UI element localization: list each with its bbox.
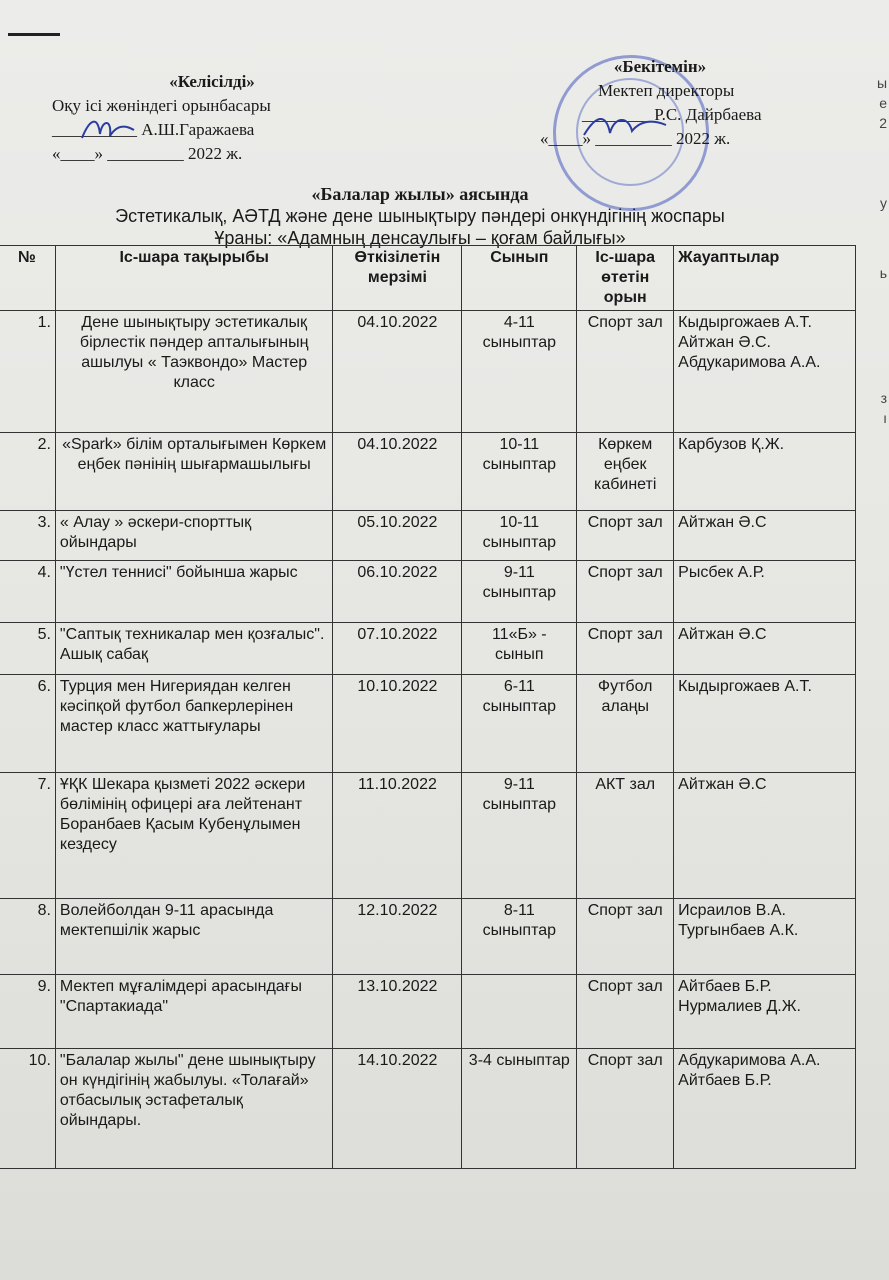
row-event: "Саптық техникалар мен қозғалыс". Ашық сабақ <box>55 623 333 675</box>
row-event: « Алау » әскери-спорттық ойындары <box>55 511 333 561</box>
header-event: Іс-шара тақырыбы <box>55 246 333 311</box>
row-class: 4-11 сыныптар <box>462 311 577 433</box>
document-heading <box>60 183 780 249</box>
row-responsible: Айтжан Ә.С <box>674 623 856 675</box>
row-num: 4. <box>0 561 55 623</box>
row-date: 12.10.2022 <box>333 899 462 975</box>
row-num: 5. <box>0 623 55 675</box>
approval-left-date: «____» _________ 2022 ж. <box>52 144 243 163</box>
row-class <box>462 975 577 1049</box>
row-num: 9. <box>0 975 55 1049</box>
header-date: Өткізілетін мерзімі <box>333 246 462 311</box>
row-responsible: Карбузов Қ.Ж. <box>674 433 856 511</box>
row-responsible: Айтжан Ә.С <box>674 511 856 561</box>
row-responsible: Айтбаев Б.Р. Нурмалиев Д.Ж. <box>674 975 856 1049</box>
row-date: 11.10.2022 <box>333 773 462 899</box>
margin-glyph-5: ь <box>879 265 887 281</box>
row-event: "Балалар жылы" дене шынықтыру он күндігінің жабылуы. «Толағай» отбасылық эстафеталық ойындары. <box>55 1049 333 1169</box>
row-class: 10-11 сыныптар <box>462 511 577 561</box>
row-event: Мектеп мұғалімдері арасындағы "Спартакиада" <box>55 975 333 1049</box>
row-class: 8-11 сыныптар <box>462 899 577 975</box>
row-date: 05.10.2022 <box>333 511 462 561</box>
table-row <box>0 623 856 675</box>
row-num: 3. <box>0 511 55 561</box>
row-place: Спорт зал <box>577 899 674 975</box>
row-num: 8. <box>0 899 55 975</box>
table-row <box>0 975 856 1049</box>
event-plan-table <box>0 245 856 1169</box>
table-row <box>0 899 856 975</box>
row-responsible: Абдукаримова А.А. Айтбаев Б.Р. <box>674 1049 856 1169</box>
row-num: 1. <box>0 311 55 433</box>
approval-right-title: «Бекітемін» <box>613 57 707 76</box>
approval-left-title: «Келісілді» <box>169 72 255 91</box>
table-header-row <box>0 246 856 311</box>
row-class: 3-4 сыныптар <box>462 1049 577 1169</box>
row-num: 2. <box>0 433 55 511</box>
row-date: 14.10.2022 <box>333 1049 462 1169</box>
approval-right-date: «____» _________ 2022 ж. <box>540 129 731 148</box>
row-date: 10.10.2022 <box>333 675 462 773</box>
row-responsible: Рысбек А.Р. <box>674 561 856 623</box>
row-date: 13.10.2022 <box>333 975 462 1049</box>
row-class: 10-11 сыныптар <box>462 433 577 511</box>
signature-right-icon <box>580 105 670 145</box>
margin-glyph-1: ы <box>876 75 887 91</box>
row-event: Дене шынықтыру эстетикалық бірлестік пәндер апталығының ашылуы « Таэквондо» Мастер класс <box>55 311 333 433</box>
row-responsible: Исраилов В.А. Тургынбаев А.К. <box>674 899 856 975</box>
row-class: 6-11 сыныптар <box>462 675 577 773</box>
header-class: Сынып <box>462 246 577 311</box>
table-row <box>0 311 856 433</box>
table-row <box>0 433 856 511</box>
margin-glyph-6: з <box>880 390 887 406</box>
header-place: Іс-шара өтетін орын <box>577 246 674 311</box>
row-place: АКТ зал <box>577 773 674 899</box>
row-class: 11«Б» - сынып <box>462 623 577 675</box>
row-class: 9-11 сыныптар <box>462 773 577 899</box>
row-date: 07.10.2022 <box>333 623 462 675</box>
row-place: Футбол алаңы <box>577 675 674 773</box>
row-event: ҰҚК Шекара қызметі 2022 әскери бөлімінің офицері аға лейтенант Боранбаев Қасым Кубенұлымен кездесу <box>55 773 333 899</box>
row-responsible: Айтжан Ә.С <box>674 773 856 899</box>
approval-right-signature: ________ Р.С. Дайрбаева <box>582 105 762 124</box>
table-row <box>0 773 856 899</box>
row-place: Спорт зал <box>577 311 674 433</box>
signature-left-icon <box>78 112 138 146</box>
row-place: Спорт зал <box>577 623 674 675</box>
table-row <box>0 1049 856 1169</box>
heading-line-2: Эстетикалық, АӘТД және дене шынықтыру пәндері онкүндігінің жоспары <box>115 206 725 226</box>
table-row <box>0 675 856 773</box>
header-responsible: Жауаптылар <box>674 246 856 311</box>
approval-left-position: Оқу ісі жөніндегі орынбасары <box>52 96 271 115</box>
margin-glyph-7: ı <box>883 410 887 426</box>
table-row <box>0 511 856 561</box>
row-responsible: Кыдыргожаев А.Т. <box>674 675 856 773</box>
heading-line-1: «Балалар жылы» аясында <box>311 184 529 204</box>
approval-right-position: Мектеп директоры <box>598 81 735 100</box>
margin-glyph-2: е <box>879 95 887 111</box>
row-num: 6. <box>0 675 55 773</box>
row-place: Спорт зал <box>577 561 674 623</box>
row-event: «Spark» білім орталығымен Көркем еңбек пәнінің шығармашылығы <box>55 433 333 511</box>
top-rule <box>8 33 60 36</box>
row-class: 9-11 сыныптар <box>462 561 577 623</box>
row-date: 04.10.2022 <box>333 311 462 433</box>
row-responsible: Кыдыргожаев А.Т. Айтжан Ә.С. Абдукаримова А.А. <box>674 311 856 433</box>
approval-right-block <box>530 55 830 151</box>
row-event: Волейболдан 9-11 арасында мектепшілік жарыс <box>55 899 333 975</box>
table-row <box>0 561 856 623</box>
header-num: № <box>0 246 55 311</box>
row-place: Көркем еңбек кабинеті <box>577 433 674 511</box>
row-place: Спорт зал <box>577 511 674 561</box>
row-event: "Үстел теннисі" бойынша жарыс <box>55 561 333 623</box>
row-num: 10. <box>0 1049 55 1169</box>
row-place: Спорт зал <box>577 975 674 1049</box>
row-event: Турция мен Нигериядан келген кәсіпқой футбол бапкерлерінен мастер класс жаттығулары <box>55 675 333 773</box>
heading-motto: Ұраны: «Адамның денсаулығы – қоғам байлығы» <box>214 228 626 248</box>
row-date: 04.10.2022 <box>333 433 462 511</box>
row-num: 7. <box>0 773 55 899</box>
margin-glyph-3: 2 <box>879 115 887 131</box>
row-date: 06.10.2022 <box>333 561 462 623</box>
row-place: Спорт зал <box>577 1049 674 1169</box>
approval-left-signature: __________ А.Ш.Гаражаева <box>52 120 255 139</box>
margin-glyph-4: у <box>880 195 887 211</box>
